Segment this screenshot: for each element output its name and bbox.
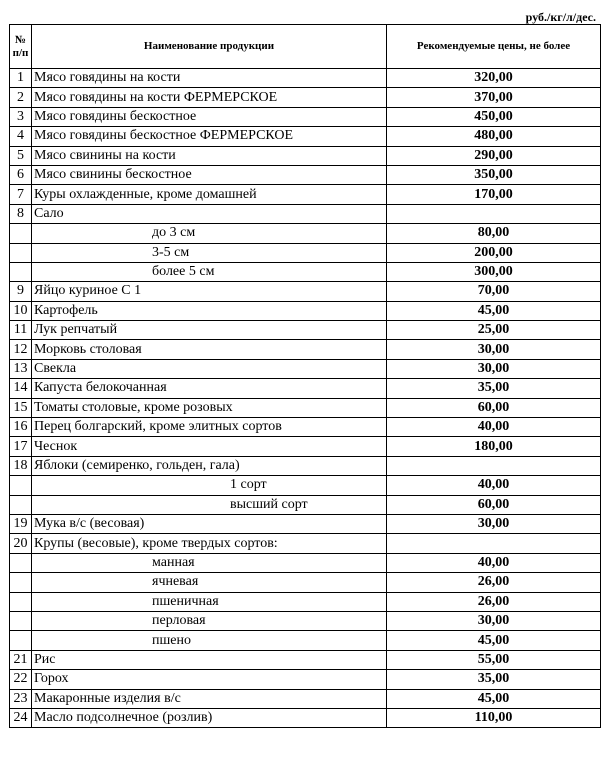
table-row [10,592,601,611]
table-row [10,708,601,727]
product-price: 110,00 [387,708,601,727]
product-name: Рис [32,650,387,669]
product-price: 170,00 [387,185,601,204]
table-row [10,631,601,650]
product-price: 55,00 [387,650,601,669]
table-row [10,398,601,417]
product-price: 35,00 [387,379,601,398]
row-number: 13 [10,359,32,378]
product-price: 45,00 [387,631,601,650]
product-name: пшено [32,631,387,650]
product-name: 3-5 см [32,243,387,262]
product-name: Сало [32,204,387,223]
table-body [10,69,601,728]
product-price: 40,00 [387,553,601,572]
product-name: Мясо говядины на кости [32,69,387,88]
product-name: Мясо говядины на кости ФЕРМЕРСКОЕ [32,88,387,107]
header-name: Наименование продукции [32,25,387,69]
product-name: Куры охлажденные, кроме домашней [32,185,387,204]
product-price [387,456,601,475]
table-row [10,165,601,184]
row-number [10,592,32,611]
product-name: Мука в/с (весовая) [32,514,387,533]
row-number: 20 [10,534,32,553]
table-row [10,495,601,514]
table-row [10,185,601,204]
table-row [10,204,601,223]
header-price: Рекомендуемые цены, не более [387,25,601,69]
product-price: 45,00 [387,301,601,320]
row-number: 15 [10,398,32,417]
product-name: Яйцо куриное С 1 [32,282,387,301]
row-number [10,631,32,650]
product-price: 45,00 [387,689,601,708]
product-price: 200,00 [387,243,601,262]
row-number: 18 [10,456,32,475]
product-price: 370,00 [387,88,601,107]
row-number: 5 [10,146,32,165]
product-name: Мясо говядины бескостное [32,107,387,126]
product-name: Лук репчатый [32,321,387,340]
row-number [10,573,32,592]
units-label: руб./кг/л/дес. [525,10,596,24]
row-number: 1 [10,69,32,88]
product-name: пшеничная [32,592,387,611]
table-row [10,573,601,592]
row-number: 6 [10,165,32,184]
table-header-row [10,25,601,69]
row-number [10,553,32,572]
product-price: 290,00 [387,146,601,165]
row-number: 3 [10,107,32,126]
table-row [10,379,601,398]
table-row [10,262,601,281]
product-name: Масло подсолнечное (розлив) [32,708,387,727]
row-number [10,243,32,262]
product-name: Крупы (весовые), кроме твердых сортов: [32,534,387,553]
product-price: 450,00 [387,107,601,126]
product-name: Чеснок [32,437,387,456]
table-row [10,359,601,378]
row-number: 8 [10,204,32,223]
product-name: Мясо свинины на кости [32,146,387,165]
row-number: 9 [10,282,32,301]
product-name: Перец болгарский, кроме элитных сортов [32,418,387,437]
product-price: 35,00 [387,670,601,689]
product-price: 25,00 [387,321,601,340]
row-number: 4 [10,127,32,146]
table-row [10,282,601,301]
product-name: Морковь столовая [32,340,387,359]
row-number [10,611,32,630]
product-name: Макаронные изделия в/с [32,689,387,708]
product-price: 26,00 [387,573,601,592]
product-name: манная [32,553,387,572]
table-row [10,514,601,533]
row-number: 11 [10,321,32,340]
product-name: перловая [32,611,387,630]
table-row [10,69,601,88]
product-name: Яблоки (семиренко, гольден, гала) [32,456,387,475]
table-row [10,437,601,456]
table-row [10,301,601,320]
row-number [10,224,32,243]
row-number: 16 [10,418,32,437]
row-number: 24 [10,708,32,727]
row-number: 23 [10,689,32,708]
row-number: 12 [10,340,32,359]
price-table [9,24,601,728]
product-name: Томаты столовые, кроме розовых [32,398,387,417]
table-row [10,146,601,165]
table-row [10,670,601,689]
product-price [387,204,601,223]
product-price: 26,00 [387,592,601,611]
table-row [10,88,601,107]
row-number: 17 [10,437,32,456]
product-name: Свекла [32,359,387,378]
product-price: 180,00 [387,437,601,456]
table-row [10,650,601,669]
row-number: 7 [10,185,32,204]
product-name: 1 сорт [32,476,387,495]
table-row [10,689,601,708]
product-price: 30,00 [387,359,601,378]
table-row [10,107,601,126]
product-name: ячневая [32,573,387,592]
row-number [10,495,32,514]
product-price: 60,00 [387,495,601,514]
product-name: Мясо говядины бескостное ФЕРМЕРСКОЕ [32,127,387,146]
product-price: 320,00 [387,69,601,88]
table-row [10,243,601,262]
table-row [10,456,601,475]
product-name: Горох [32,670,387,689]
product-name: Мясо свинины бескостное [32,165,387,184]
product-price: 350,00 [387,165,601,184]
product-price: 30,00 [387,514,601,533]
product-name: высший сорт [32,495,387,514]
product-price: 80,00 [387,224,601,243]
header-num: № п/п [10,25,32,69]
table-row [10,553,601,572]
table-row [10,321,601,340]
product-price: 480,00 [387,127,601,146]
row-number: 10 [10,301,32,320]
product-name: более 5 см [32,262,387,281]
product-name: Капуста белокочанная [32,379,387,398]
product-price: 40,00 [387,476,601,495]
product-name: Картофель [32,301,387,320]
table-row [10,340,601,359]
row-number: 21 [10,650,32,669]
table-row [10,418,601,437]
row-number: 19 [10,514,32,533]
row-number: 2 [10,88,32,107]
product-price: 300,00 [387,262,601,281]
product-price: 40,00 [387,418,601,437]
product-name: до 3 см [32,224,387,243]
product-price: 30,00 [387,611,601,630]
product-price: 70,00 [387,282,601,301]
table-row [10,611,601,630]
product-price: 30,00 [387,340,601,359]
product-price: 60,00 [387,398,601,417]
row-number [10,262,32,281]
table-row [10,127,601,146]
row-number [10,476,32,495]
table-row [10,476,601,495]
row-number: 14 [10,379,32,398]
row-number: 22 [10,670,32,689]
table-row [10,224,601,243]
product-price [387,534,601,553]
table-row [10,534,601,553]
